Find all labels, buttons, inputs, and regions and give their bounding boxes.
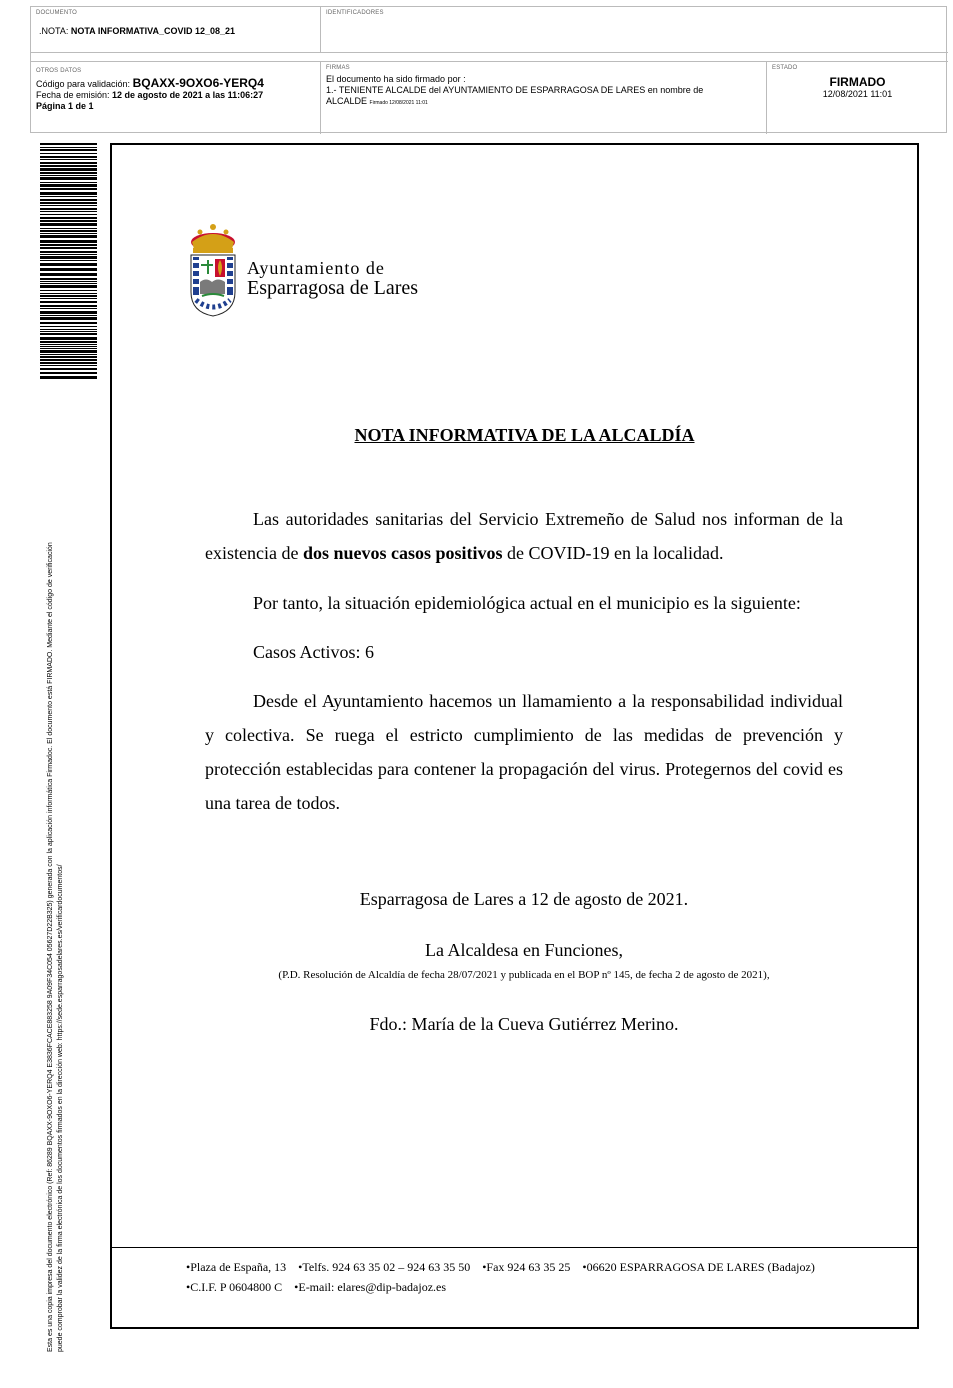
firmas-text	[326, 74, 761, 109]
barcode-icon	[40, 143, 97, 380]
codigo-row	[36, 78, 315, 90]
place-date: Esparragosa de Lares a 12 de agosto de 2021.	[359, 889, 689, 909]
identificadores-label: IDENTIFICADORES	[326, 10, 384, 16]
paragraph-1-bold: dos nuevos casos positivos	[302, 543, 503, 563]
footer-postal: •06620 ESPARRAGOSA DE LARES (Badajoz)	[582, 1260, 815, 1274]
firmas-line1: El documento ha sido firmado por :	[326, 74, 466, 84]
estado-label: ESTADO	[772, 65, 798, 71]
paragraph-1-b: de COVID-19 en la localidad.	[502, 543, 724, 563]
coat-of-arms-icon	[188, 222, 238, 318]
documento-title: NOTA INFORMATIVA_COVID 12_08_21	[70, 26, 236, 36]
documento-prefix: .NOTA:	[39, 26, 71, 36]
verification-side-text	[46, 387, 66, 1352]
active-cases: Casos Activos: 6	[253, 642, 375, 662]
footer-address: •Plaza de España, 13	[186, 1260, 287, 1274]
identificadores-cell	[321, 7, 948, 53]
paragraph-1	[205, 502, 843, 570]
firmas-line3-row	[326, 96, 761, 109]
paragraph-1-a: Las autoridades sanitarias del Servicio Extremeño de Salud nos informan de la existencia de	[205, 509, 843, 563]
side-text-line2: puede comprobar la validez de la firma electrónica de los documentos firmados en la dirección web: https://sede.esparragosadelares.es/verificardocumentos/	[57, 864, 64, 1352]
signature-header	[30, 6, 947, 133]
firmas-line2: 1.- TENIENTE ALCALDE del AYUNTAMIENTO DE ESPARRAGOSA DE LARES en nombre de	[326, 85, 704, 95]
footer-divider	[112, 1247, 917, 1248]
page-title: NOTA INFORMATIVA DE LA ALCALDÍA	[354, 425, 695, 445]
pagina-text: Página 1 de 1	[36, 101, 94, 111]
signer-role: La Alcaldesa en Funciones,	[425, 940, 623, 960]
estado-date: 12/08/2021 11:01	[822, 89, 893, 99]
footer-phones: •Telfs. 924 63 35 02 – 924 63 35 50	[298, 1260, 471, 1274]
letterhead-line2: Esparragosa de Lares	[247, 277, 419, 299]
footer-line2	[186, 1280, 455, 1295]
firmas-small: Firmado 12/08/2021 11:01	[369, 100, 428, 106]
otros-datos-cell	[31, 61, 321, 134]
firmas-line3: ALCALDE	[326, 96, 368, 106]
firmas-cell	[321, 61, 767, 134]
paragraph-4: Desde el Ayuntamiento hacemos un llamamiento a la responsabilidad individual y colectiva. Se ruega el estricto cumplimiento de las medidas de prevención y protección establecidas para contener la propagación del virus. Protegernos del covid es una tarea de todos.	[205, 691, 843, 813]
documento-cell	[31, 7, 321, 53]
paragraph-2: Por tanto, la situación epidemiológica actual en el municipio es la siguiente:	[253, 593, 801, 613]
fecha-row	[36, 90, 315, 101]
side-text-line1: Esta es una copia impresa del documento electrónico (Ref: 86289 BQAXX-9OXO6-YERQ4 E3836FCACE883258 9A09F34C054 05627D22B325) generada con la aplicación informática Firmadoc. El documento está FIRMADO. Mediante el código de verificación	[47, 542, 54, 1352]
documento-label: DOCUMENTO	[36, 10, 78, 16]
codigo-label: Código para validación:	[36, 79, 133, 89]
estado-value: FIRMADO	[829, 75, 886, 89]
footer-line1	[186, 1260, 824, 1275]
codigo-value: BQAXX-9OXO6-YERQ4	[132, 76, 264, 90]
footer-cif: •C.I.F. P 0604800 C	[186, 1280, 283, 1294]
signature-line: Fdo.: María de la Cueva Gutiérrez Merino.	[369, 1014, 679, 1034]
footer-fax: •Fax 924 63 35 25	[482, 1260, 571, 1274]
documento-name	[39, 26, 315, 36]
estado-cell	[767, 61, 948, 134]
firmas-label: FIRMAS	[326, 65, 350, 71]
footer-email: •E-mail: elares@dip-badajoz.es	[294, 1280, 447, 1294]
fecha-value: 12 de agosto de 2021 a las 11:06:27	[112, 90, 264, 100]
fecha-label: Fecha de emisión:	[36, 90, 113, 100]
letterhead-line1: Ayuntamiento de	[247, 258, 385, 278]
delegation-note: (P.D. Resolución de Alcaldía de fecha 28/07/2021 y publicada en el BOP nº 145, de fecha 2 de agosto de 2021),	[278, 969, 770, 981]
otros-datos-label: OTROS DATOS	[36, 68, 82, 74]
